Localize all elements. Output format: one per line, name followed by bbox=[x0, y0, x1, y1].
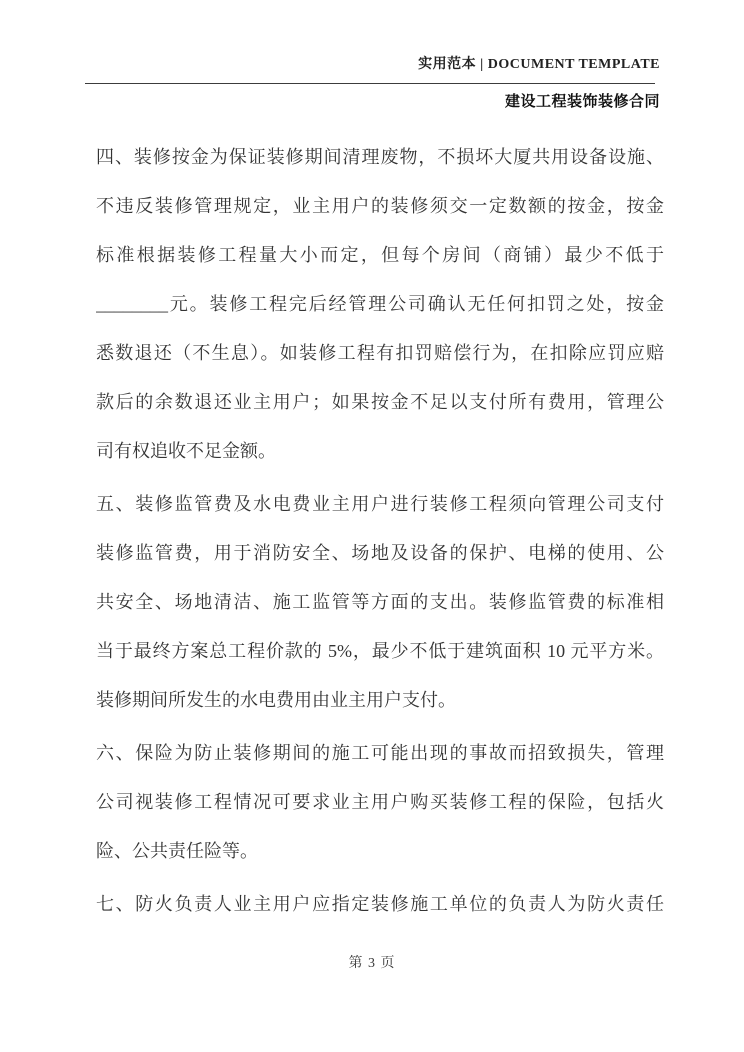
paragraph bbox=[96, 880, 664, 929]
text-line: 司有权追收不足金额。 bbox=[96, 441, 276, 461]
text-line: 七、防火负责人业主用户应指定装修施工单位的负责人为防火责任 bbox=[96, 894, 664, 914]
document-body bbox=[96, 133, 664, 929]
text-line: 当于最终方案总工程价款的 5%，最少不低于建筑面积 10 元平方米。 bbox=[96, 641, 664, 661]
header-tagline: 实用范本 | DOCUMENT TEMPLATE bbox=[418, 57, 660, 72]
paragraph bbox=[96, 133, 664, 476]
text-line: 共安全、场地清洁、施工监管等方面的支出。装修监管费的标准相 bbox=[96, 592, 664, 612]
text-line: 装修监管费，用于消防安全、场地及设备的保护、电梯的使用、公 bbox=[96, 543, 664, 563]
paragraph bbox=[96, 729, 664, 876]
page-footer bbox=[0, 952, 744, 972]
text-line: 五、装修监管费及水电费业主用户进行装修工程须向管理公司支付 bbox=[96, 494, 664, 514]
text-line: 六、保险为防止装修期间的施工可能出现的事故而招致损失，管理 bbox=[96, 743, 664, 763]
text-line: 标准根据装修工程量大小而定，但每个房间（商铺）最少不低于 bbox=[96, 245, 664, 265]
text-line: 装修期间所发生的水电费用由业主用户支付。 bbox=[96, 690, 456, 710]
text-line: 款后的余数退还业主用户；如果按金不足以支付所有费用，管理公 bbox=[96, 392, 664, 412]
text-line: 四、装修按金为保证装修期间清理废物，不损坏大厦共用设备设施、 bbox=[96, 147, 664, 167]
text-line: 险、公共责任险等。 bbox=[96, 841, 258, 861]
text-line: 悉数退还（不生息）。如装修工程有扣罚赔偿行为，在扣除应罚应赔 bbox=[96, 343, 664, 363]
text-line: 公司视装修工程情况可要求业主用户购买装修工程的保险，包括火 bbox=[96, 792, 664, 812]
header-divider bbox=[85, 83, 655, 84]
paragraph bbox=[96, 480, 664, 725]
page-number: 第 3 页 bbox=[348, 956, 396, 971]
text-line: 不违反装修管理规定，业主用户的装修须交一定数额的按金，按金 bbox=[96, 196, 664, 216]
text-line: ________元。装修工程完后经管理公司确认无任何扣罚之处，按金 bbox=[96, 294, 664, 314]
document-title: 建设工程装饰装修合同 bbox=[504, 94, 660, 110]
